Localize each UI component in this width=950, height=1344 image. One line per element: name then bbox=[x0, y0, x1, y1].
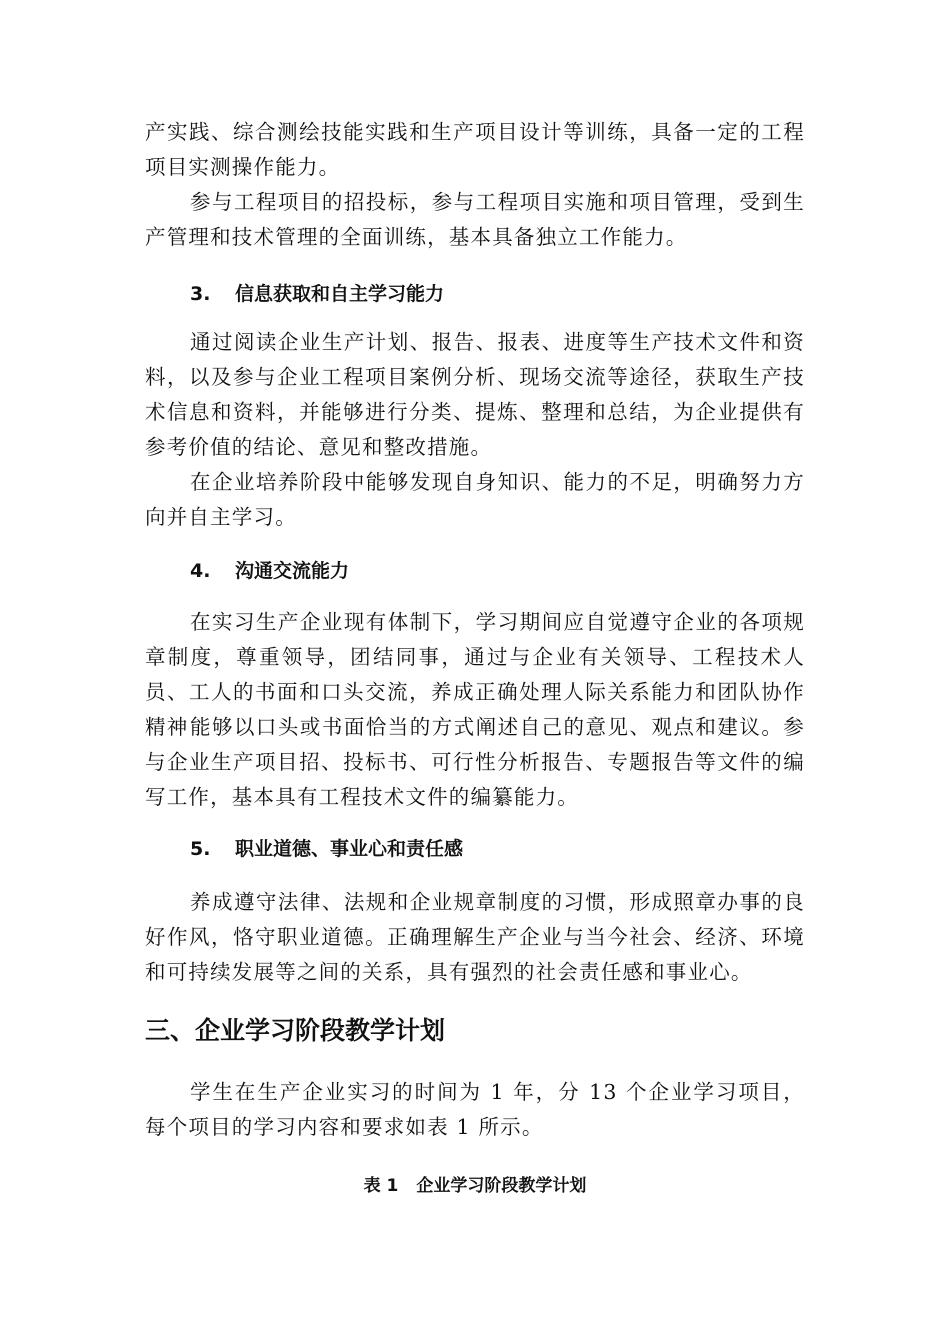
heading-communication bbox=[190, 557, 349, 585]
table-caption bbox=[0, 1173, 950, 1199]
paragraph-reading-documents: 通过阅读企业生产计划、报告、报表、进度等生产技术文件和资料，以及参与企业工程项目案例分析、现场交流等途径，获取生产技术信息和资料，并能够进行分类、提炼、整理和总结，为企业提供有参考价值的结论、意见和整改措施。 bbox=[145, 330, 805, 459]
section-title: 三、企业学习阶段教学计划 bbox=[145, 1016, 446, 1045]
paragraph-expression-writing: 能够以口头或书面恰当的方式阐述自己的意见、观点和建议。参与企业生产项目招、投标书、可行性分析报告、专题报告等文件的编写工作，基本具有工程技术文件的编纂能力。 bbox=[145, 715, 805, 809]
heading-number: 4. bbox=[190, 560, 211, 582]
heading-text: 职业道德、事业心和责任感 bbox=[235, 838, 464, 860]
table-caption-label: 表 1 bbox=[363, 1176, 399, 1196]
heading-professional-ethics bbox=[190, 835, 463, 863]
heading-text: 沟通交流能力 bbox=[235, 560, 350, 582]
paragraph-company-rules: 在实习生产企业现有体制下，学习期间应自觉遵守企业的各项规章制度，尊重领导，团结同事，通过与企业有关领导、工程技术人员、工人的书面和口头交流，养成正确处理人际关系能力和团队协作精神 bbox=[145, 610, 805, 739]
table-caption-text: 企业学习阶段教学计划 bbox=[416, 1176, 587, 1196]
paragraph-project-management: 参与工程项目的招投标，参与工程项目实施和项目管理，受到生产管理和技术管理的全面训练，基本具备独立工作能力。 bbox=[145, 190, 805, 249]
paragraph-ethics-responsibility: 养成遵守法律、法规和企业规章制度的习惯，形成照章办事的良好作风，恪守职业道德。正确理解生产企业与当今社会、经济、环境和可持续发展等之间的关系，具有强烈的社会责任感和事业心。 bbox=[145, 890, 805, 984]
paragraph-practice-training: 产实践、综合测绘技能实践和生产项目设计等训练，具备一定的工程项目实测操作能力。 bbox=[145, 120, 805, 179]
paragraph-self-learning: 在企业培养阶段中能够发现自身知识、能力的不足，明确努力方向并自主学习。 bbox=[145, 470, 805, 529]
heading-information-learning bbox=[190, 280, 444, 308]
heading-text: 信息获取和自主学习能力 bbox=[235, 283, 445, 305]
heading-number: 3. bbox=[190, 283, 211, 305]
heading-number: 5. bbox=[190, 838, 211, 860]
paragraph-study-plan: 学生在生产企业实习的时间为 1 年，分 13 个企业学习项目，每个项目的学习内容和要求如表 1 所示。 bbox=[145, 1080, 805, 1139]
